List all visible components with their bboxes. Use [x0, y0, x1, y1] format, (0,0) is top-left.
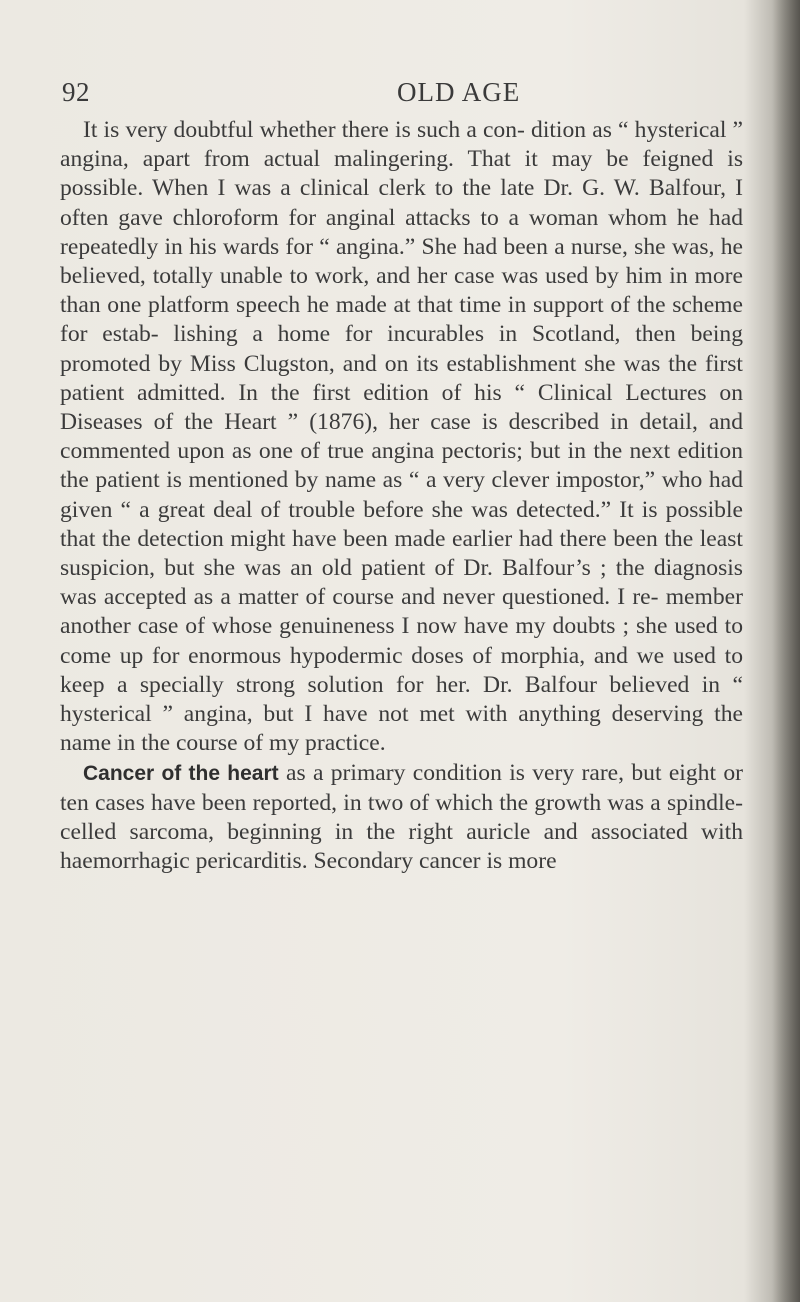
- page-header: [62, 77, 742, 117]
- page-edge-shadow: [772, 0, 800, 1302]
- paragraph-hysterical-angina: It is very doubtful whether there is such a con- dition as “ hysterical ” angina, apart from actual malingering. That it may be feigned is possible. When I was a clinical clerk to the late Dr. G. W. Balfour, I often gave chloroform for anginal attacks to a woman whom he had repeatedly in his wards for “ angina.” She had been a nurse, she was, he believed, totally unable to work, and her case was used by him in more than one platform speech he made at that time in support of the scheme for estab- lishing a home for incurables in Scotland, then being promoted by Miss Clugston, and on its establishment she was the first patient admitted. In the first edition of his “ Clinical Lectures on Diseases of the Heart ” (1876), her case is described in detail, and commented upon as one of true angina pectoris; but in the next edition the patient is mentioned by name as “ a very clever impostor,” who had given “ a great deal of trouble before she was detected.” It is possible that the detection might have been made earlier had there been the least suspicion, but she was an old patient of Dr. Balfour’s ; the diagnosis was accepted as a matter of course and never questioned. I re- member another case of whose genuineness I now have my doubts ; she used to come up for enormous hypodermic doses of morphia, and we used to keep a specially strong solution for her. Dr. Balfour believed in “ hysterical ” angina, but I have not met with anything deserving the name in the course of my practice.: [60, 117, 743, 757]
- paragraph-body: as a primary condition is very rare, but eight or ten cases have been reported, in two of which the growth was a spindle-celled sarcoma, beginning in the right auricle and associated with haemorrhagic pericarditis. Secondary cancer is more: [60, 760, 743, 875]
- body-text: [60, 116, 743, 876]
- running-head: OLD AGE: [397, 77, 521, 107]
- paragraph-cancer-of-heart: [60, 759, 743, 876]
- page-number: 92: [62, 77, 90, 107]
- paragraph-lead-heading: Cancer of the heart: [83, 762, 279, 786]
